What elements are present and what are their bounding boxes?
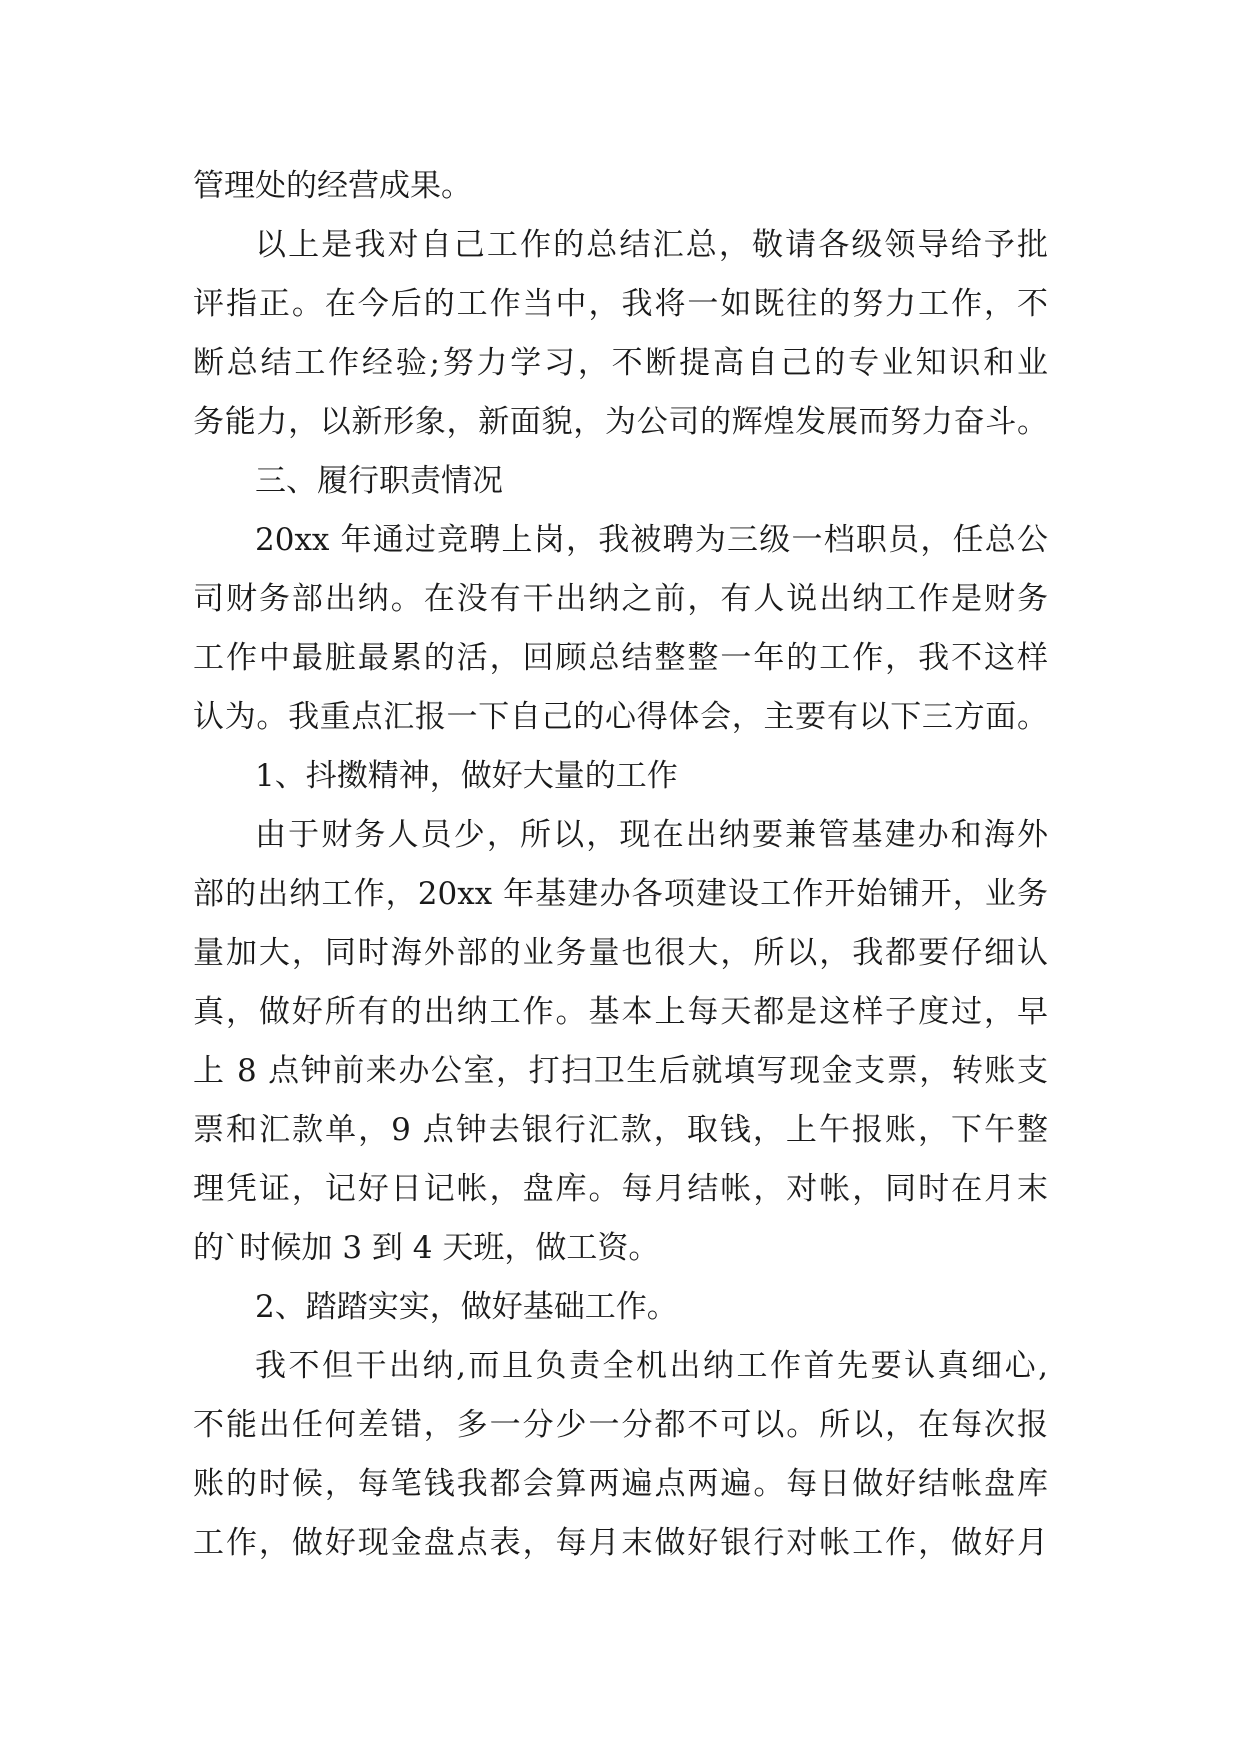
paragraph-line: 司财务部出纳。在没有干出纳之前，有人说出纳工作是财务: [193, 581, 1048, 617]
paragraph-line: 以上是我对自己工作的总结汇总，敬请各级领导给予批: [255, 227, 1048, 263]
section-heading: 三、履行职责情况: [255, 463, 503, 499]
paragraph-line: 票和汇款单，9 点钟去银行汇款，取钱，上午报账，下午整: [193, 1112, 1048, 1148]
paragraph-line: 真，做好所有的出纳工作。基本上每天都是这样子度过，早: [193, 994, 1048, 1030]
paragraph-line: 我不但干出纳,而且负责全机出纳工作首先要认真细心,: [255, 1348, 1048, 1384]
paragraph-line: 由于财务人员少，所以，现在出纳要兼管基建办和海外: [255, 817, 1048, 853]
paragraph-line: 上 8 点钟前来办公室，打扫卫生后就填写现金支票，转账支: [193, 1053, 1048, 1089]
paragraph-line: 理凭证，记好日记帐，盘库。每月结帐，对帐，同时在月末: [193, 1171, 1048, 1207]
paragraph-line: 的`时候加 3 到 4 天班，做工资。: [193, 1230, 660, 1266]
paragraph-line: 认为。我重点汇报一下自己的心得体会，主要有以下三方面。: [193, 699, 1048, 735]
paragraph-line: 不能出任何差错，多一分少一分都不可以。所以，在每次报: [193, 1407, 1048, 1443]
paragraph-line: 断总结工作经验;努力学习，不断提高自己的专业知识和业: [193, 345, 1048, 381]
paragraph-line: 20xx 年通过竞聘上岗，我被聘为三级一档职员，任总公: [255, 522, 1048, 558]
paragraph-line: 工作中最脏最累的活，回顾总结整整一年的工作，我不这样: [193, 640, 1048, 676]
subsection-heading: 2、踏踏实实，做好基础工作。: [255, 1289, 678, 1325]
paragraph-line: 账的时候，每笔钱我都会算两遍点两遍。每日做好结帐盘库: [193, 1466, 1048, 1502]
paragraph-line: 量加大，同时海外部的业务量也很大，所以，我都要仔细认: [193, 935, 1048, 971]
paragraph-line: 部的出纳工作，20xx 年基建办各项建设工作开始铺开，业务: [193, 876, 1048, 912]
paragraph-line: 评指正。在今后的工作当中，我将一如既往的努力工作，不: [193, 286, 1048, 322]
paragraph-line: 管理处的经营成果。: [193, 168, 472, 204]
paragraph-line: 务能力，以新形象，新面貌，为公司的辉煌发展而努力奋斗。: [193, 404, 1048, 440]
subsection-heading: 1、抖擞精神，做好大量的工作: [255, 758, 678, 794]
paragraph-line: 工作，做好现金盘点表，每月末做好银行对帐工作，做好月: [193, 1525, 1048, 1561]
